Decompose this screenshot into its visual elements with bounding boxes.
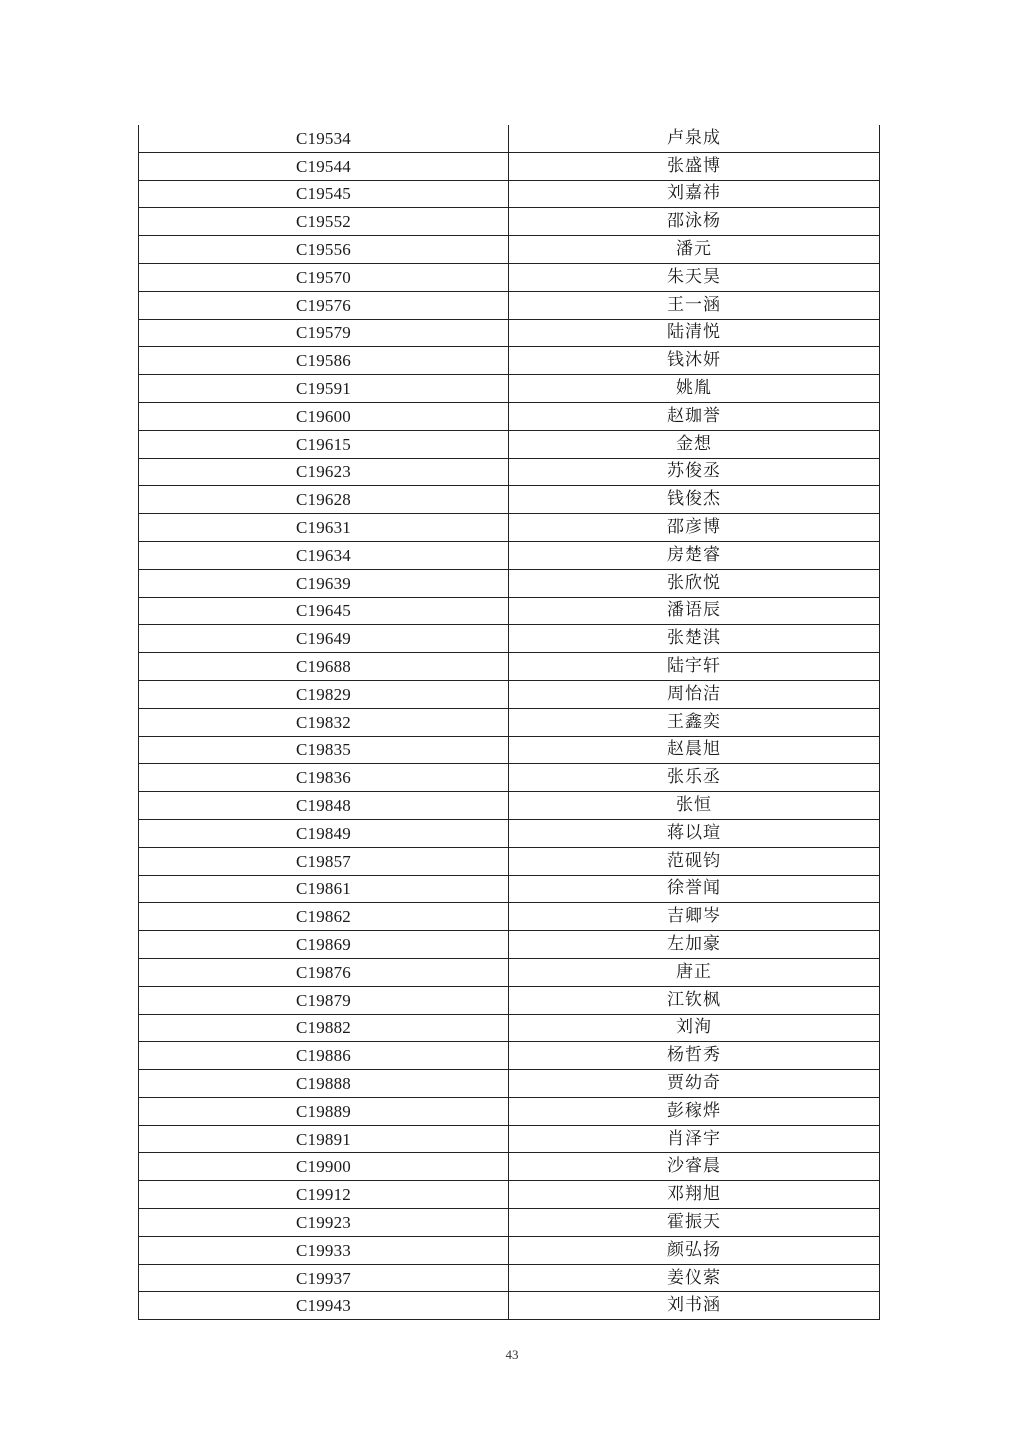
student-id-cell: C19615	[139, 430, 509, 458]
table-row	[139, 931, 880, 959]
student-name-cell: 张恒	[509, 792, 880, 820]
student-id-cell: C19639	[139, 569, 509, 597]
student-id-cell: C19634	[139, 541, 509, 569]
student-name-cell: 赵晨旭	[509, 736, 880, 764]
student-name-cell: 王一涵	[509, 291, 880, 319]
student-id-cell: C19544	[139, 152, 509, 180]
table-row	[139, 375, 880, 403]
student-name-cell: 王鑫奕	[509, 708, 880, 736]
student-id-cell: C19649	[139, 625, 509, 653]
student-name-cell: 苏俊丞	[509, 458, 880, 486]
table-row	[139, 903, 880, 931]
student-name-cell: 左加豪	[509, 931, 880, 959]
table-row	[139, 347, 880, 375]
student-id-cell: C19645	[139, 597, 509, 625]
table-row	[139, 1292, 880, 1320]
student-name-cell: 彭稼烨	[509, 1097, 880, 1125]
table-row	[139, 1209, 880, 1237]
student-id-cell: C19869	[139, 931, 509, 959]
student-id-cell: C19889	[139, 1097, 509, 1125]
table-row	[139, 1014, 880, 1042]
table-row	[139, 152, 880, 180]
student-id-cell: C19579	[139, 319, 509, 347]
table-row	[139, 236, 880, 264]
student-name-cell: 刘洵	[509, 1014, 880, 1042]
student-id-cell: C19891	[139, 1125, 509, 1153]
student-id-cell: C19923	[139, 1209, 509, 1237]
student-name-cell: 邓翔旭	[509, 1181, 880, 1209]
student-name-cell: 徐誉闻	[509, 875, 880, 903]
student-id-cell: C19836	[139, 764, 509, 792]
student-id-cell: C19861	[139, 875, 509, 903]
student-id-cell: C19900	[139, 1153, 509, 1181]
student-id-cell: C19882	[139, 1014, 509, 1042]
student-id-cell: C19631	[139, 514, 509, 542]
table-row	[139, 625, 880, 653]
table-row	[139, 736, 880, 764]
student-name-cell: 朱天昊	[509, 263, 880, 291]
student-id-cell: C19862	[139, 903, 509, 931]
student-id-cell: C19600	[139, 402, 509, 430]
student-name-cell: 霍振天	[509, 1209, 880, 1237]
student-name-cell: 陆宇轩	[509, 653, 880, 681]
table-row	[139, 875, 880, 903]
student-id-cell: C19556	[139, 236, 509, 264]
student-name-cell: 陆清悦	[509, 319, 880, 347]
table-row	[139, 569, 880, 597]
student-name-cell: 沙睿晨	[509, 1153, 880, 1181]
student-id-cell: C19545	[139, 180, 509, 208]
student-name-cell: 唐正	[509, 958, 880, 986]
student-name-cell: 张乐丞	[509, 764, 880, 792]
student-name-cell: 范砚钧	[509, 847, 880, 875]
page-number: 43	[505, 1347, 519, 1362]
student-name-cell: 贾幼奇	[509, 1070, 880, 1098]
student-name-cell: 钱沐妍	[509, 347, 880, 375]
student-id-cell: C19829	[139, 680, 509, 708]
table-row	[139, 653, 880, 681]
student-id-cell: C19534	[139, 125, 509, 152]
student-name-cell: 卢泉成	[509, 125, 880, 152]
student-id-cell: C19688	[139, 653, 509, 681]
student-name-cell: 吉卿岑	[509, 903, 880, 931]
student-id-cell: C19586	[139, 347, 509, 375]
student-name-cell: 张盛博	[509, 152, 880, 180]
student-name-cell: 邵泳杨	[509, 208, 880, 236]
student-name-cell: 刘书涵	[509, 1292, 880, 1320]
table-row	[139, 708, 880, 736]
student-id-cell: C19570	[139, 263, 509, 291]
student-id-cell: C19937	[139, 1264, 509, 1292]
table-row	[139, 208, 880, 236]
student-id-cell: C19879	[139, 986, 509, 1014]
student-id-cell: C19832	[139, 708, 509, 736]
student-name-cell: 潘语辰	[509, 597, 880, 625]
table-row	[139, 1236, 880, 1264]
table-row	[139, 986, 880, 1014]
student-id-cell: C19876	[139, 958, 509, 986]
student-id-cell: C19848	[139, 792, 509, 820]
student-name-cell: 邵彦博	[509, 514, 880, 542]
table-row	[139, 402, 880, 430]
student-name-cell: 颜弘扬	[509, 1236, 880, 1264]
table-row	[139, 764, 880, 792]
table-row	[139, 819, 880, 847]
student-id-cell: C19591	[139, 375, 509, 403]
student-name-cell: 江钦枫	[509, 986, 880, 1014]
student-id-cell: C19623	[139, 458, 509, 486]
student-name-cell: 潘元	[509, 236, 880, 264]
student-name-cell: 杨哲秀	[509, 1042, 880, 1070]
roster-table-body	[139, 125, 880, 1320]
table-row	[139, 1125, 880, 1153]
student-id-cell: C19576	[139, 291, 509, 319]
table-row	[139, 1153, 880, 1181]
student-id-cell: C19552	[139, 208, 509, 236]
student-name-cell: 刘嘉祎	[509, 180, 880, 208]
table-row	[139, 597, 880, 625]
student-id-cell: C19835	[139, 736, 509, 764]
table-row	[139, 263, 880, 291]
student-id-cell: C19912	[139, 1181, 509, 1209]
student-name-cell: 钱俊杰	[509, 486, 880, 514]
student-name-cell: 姚胤	[509, 375, 880, 403]
student-name-cell: 周怡洁	[509, 680, 880, 708]
student-name-cell: 肖泽宇	[509, 1125, 880, 1153]
table-row	[139, 958, 880, 986]
student-id-cell: C19628	[139, 486, 509, 514]
table-row	[139, 792, 880, 820]
table-row	[139, 1042, 880, 1070]
student-id-cell: C19943	[139, 1292, 509, 1320]
student-name-cell: 姜仪萦	[509, 1264, 880, 1292]
table-row	[139, 1070, 880, 1098]
student-id-cell: C19888	[139, 1070, 509, 1098]
table-row	[139, 180, 880, 208]
table-row	[139, 486, 880, 514]
student-name-cell: 金想	[509, 430, 880, 458]
student-name-cell: 赵珈誉	[509, 402, 880, 430]
table-row	[139, 458, 880, 486]
table-row	[139, 1097, 880, 1125]
student-id-cell: C19886	[139, 1042, 509, 1070]
table-row	[139, 430, 880, 458]
student-name-cell: 张楚淇	[509, 625, 880, 653]
student-id-cell: C19857	[139, 847, 509, 875]
table-row	[139, 319, 880, 347]
table-row	[139, 514, 880, 542]
table-row	[139, 541, 880, 569]
student-id-cell: C19933	[139, 1236, 509, 1264]
student-name-cell: 张欣悦	[509, 569, 880, 597]
student-name-cell: 蒋以瑄	[509, 819, 880, 847]
roster-table	[138, 125, 880, 1320]
student-name-cell: 房楚睿	[509, 541, 880, 569]
table-row	[139, 1181, 880, 1209]
table-row	[139, 847, 880, 875]
table-row	[139, 1264, 880, 1292]
table-row	[139, 125, 880, 152]
table-row	[139, 680, 880, 708]
table-row	[139, 291, 880, 319]
student-id-cell: C19849	[139, 819, 509, 847]
